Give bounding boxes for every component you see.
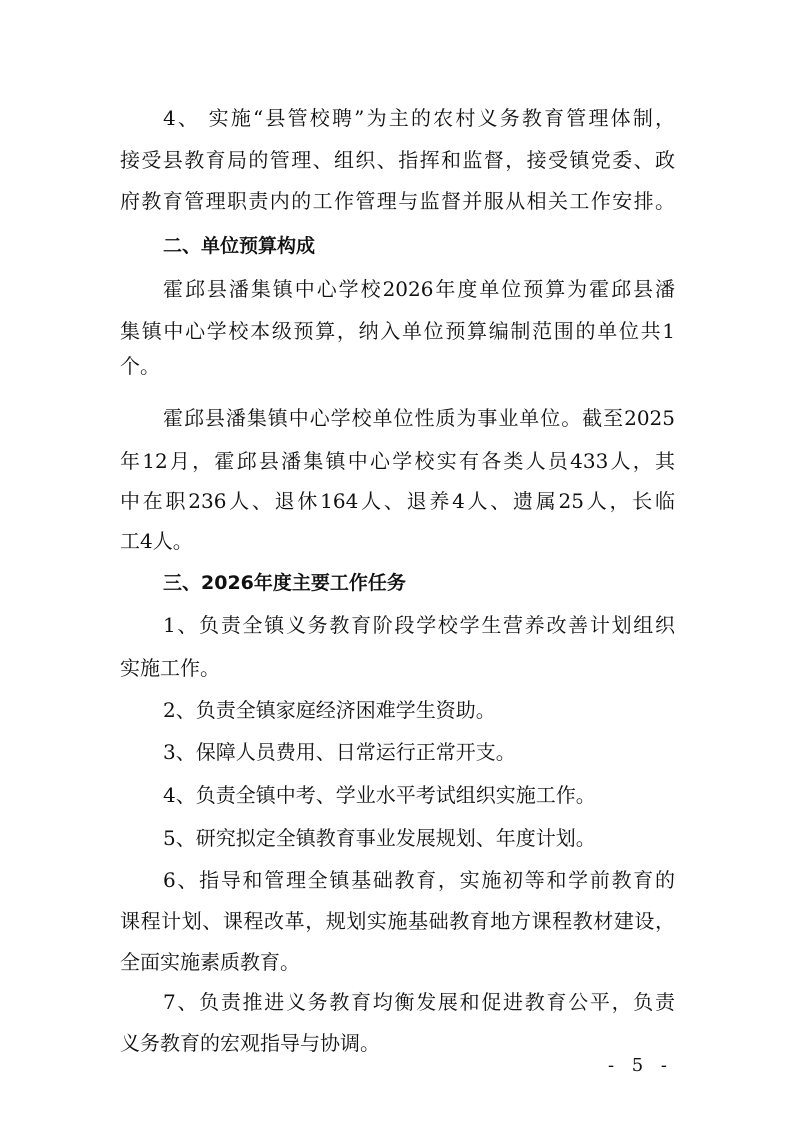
paragraph-line: 4、 实施“县管校聘”为主的农村义务教育管理体制， (163, 106, 675, 130)
list-item-line: 义务教育的宏观指导与协调。 (120, 1031, 380, 1055)
section-heading: 二、单位预算构成 (163, 235, 316, 257)
list-item-line: 5、研究拟定全镇教育事业发展规划、年度计划。 (163, 826, 596, 850)
list-item-line: 实施工作。 (120, 656, 220, 680)
list-item-line: 全面实施素质教育。 (120, 950, 300, 974)
list-item-line: 课程计划、课程改革，规划实施基础教育地方课程教材建设， (120, 909, 675, 933)
list-item-line: 3、保障人员费用、日常运行正常开支。 (163, 740, 516, 764)
paragraph-line: 集镇中心学校本级预算，纳入单位预算编制范围的单位共1 (120, 319, 675, 343)
list-item-line: 6、指导和管理全镇基础教育，实施初等和学前教育的 (163, 868, 675, 892)
list-item-line: 2、负责全镇家庭经济困难学生资助。 (163, 698, 496, 722)
paragraph-line: 霍邱县潘集镇中心学校2026年度单位预算为霍邱县潘 (163, 277, 675, 301)
list-item-line: 4、负责全镇中考、学业水平考试组织实施工作。 (163, 783, 596, 807)
page-number: - 5 - (607, 1055, 673, 1076)
paragraph-line: 府教育管理职责内的工作管理与监督并服从相关工作安排。 (120, 189, 675, 213)
paragraph-line: 中在职236人、退休164人、退养4人、遗属25人，长临 (120, 489, 675, 513)
paragraph-line: 霍邱县潘集镇中心学校单位性质为事业单位。截至2025 (163, 406, 675, 430)
list-item-line: 1、负责全镇义务教育阶段学校学生营养改善计划组织 (163, 613, 675, 637)
list-item-line: 7、负责推进义务教育均衡发展和促进教育公平，负责 (163, 990, 675, 1014)
paragraph-line: 个。 (120, 354, 160, 378)
paragraph-line: 年12月，霍邱县潘集镇中心学校实有各类人员433人，其 (120, 449, 675, 473)
section-heading: 三、2026年度主要工作任务 (163, 572, 406, 594)
paragraph-line: 接受县教育局的管理、组织、指挥和监督，接受镇党委、政 (120, 148, 675, 172)
paragraph-line: 工4人。 (120, 529, 193, 553)
